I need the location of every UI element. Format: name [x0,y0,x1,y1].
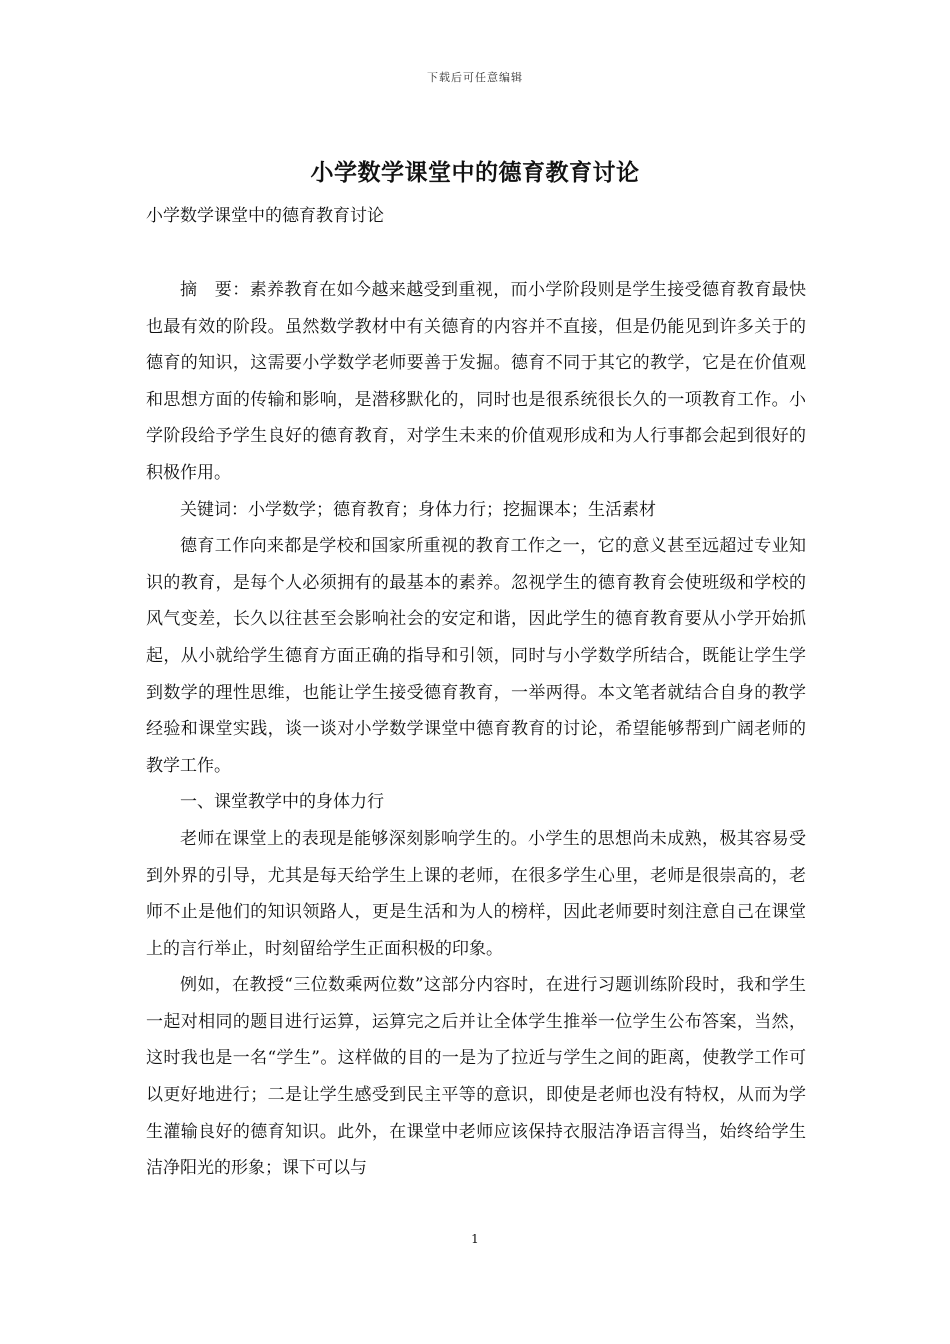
abstract-paragraph: 摘 要：素养教育在如今越来越受到重视，而小学阶段则是学生接受德育教育最快也最有效的阶段。虽然数学教材中有关德育的内容并不直接，但是仍能见到许多关于的德育的知识，这需要小学数学老师要善于发掘。德育不同于其它的教学，它是在价值观和思想方面的传输和影响，是潜移默化的，同时也是很系统很长久的一项教育工作。小学阶段给予学生良好的德育教育，对学生未来的价值观形成和为人行事都会起到很好的积极作用。 [146,280,806,483]
page-title: 小学数学课堂中的德育教育讨论 [310,159,640,186]
document-body [146,272,806,1187]
body-paragraph: 老师在课堂上的表现是能够深刻影响学生的。小学生的思想尚未成熟，极其容易受到外界的引导，尤其是每天给学生上课的老师，在很多学生心里，老师是很崇高的，老师不止是他们的知识领路人，更是生活和为人的榜样，因此老师要时刻注意自己在课堂上的言行举止，时刻留给学生正面积极的印象。 [146,828,806,959]
page-subtitle: 小学数学课堂中的德育教育讨论 [146,206,384,226]
keywords-paragraph: 关键词：小学数学；德育教育；身体力行；挖掘课本；生活素材 [180,499,656,520]
intro-paragraph: 德育工作向来都是学校和国家所重视的教育工作之一，它的意义甚至远超过专业知识的教育，是每个人必须拥有的最基本的素养。忽视学生的德育教育会使班级和学校的风气变差，长久以往甚至会影响社会的安定和谐，因此学生的德育教育要从小学开始抓起，从小就给学生德育方面正确的指导和引领，同时与小学数学所结合，既能让学生学到数学的理性思维，也能让学生接受德育教育，一举两得。本文笔者就结合自身的教学经验和课堂实践，谈一谈对小学数学课堂中德育教育的讨论，希望能够帮到广阔老师的教学工作。 [146,536,806,776]
header-note: 下载后可任意编辑 [427,71,523,84]
body-paragraph: 例如，在教授“三位数乘两位数”这部分内容时，在进行习题训练阶段时，我和学生一起对相同的题目进行运算，运算完之后并让全体学生推举一位学生公布答案，当然，这时我也是一名“学生”。这样做的目的一是为了拉近与学生之间的距离，使教学工作可以更好地进行；二是让学生感受到民主平等的意识，即使是老师也没有特权，从而为学生灌输良好的德育知识。此外，在课堂中老师应该保持衣服洁净语言得当，始终给学生洁净阳光的形象；课下可以与 [146,975,806,1179]
page-number: 1 [471,1232,479,1246]
section-heading: 一、课堂教学中的身体力行 [180,792,384,813]
